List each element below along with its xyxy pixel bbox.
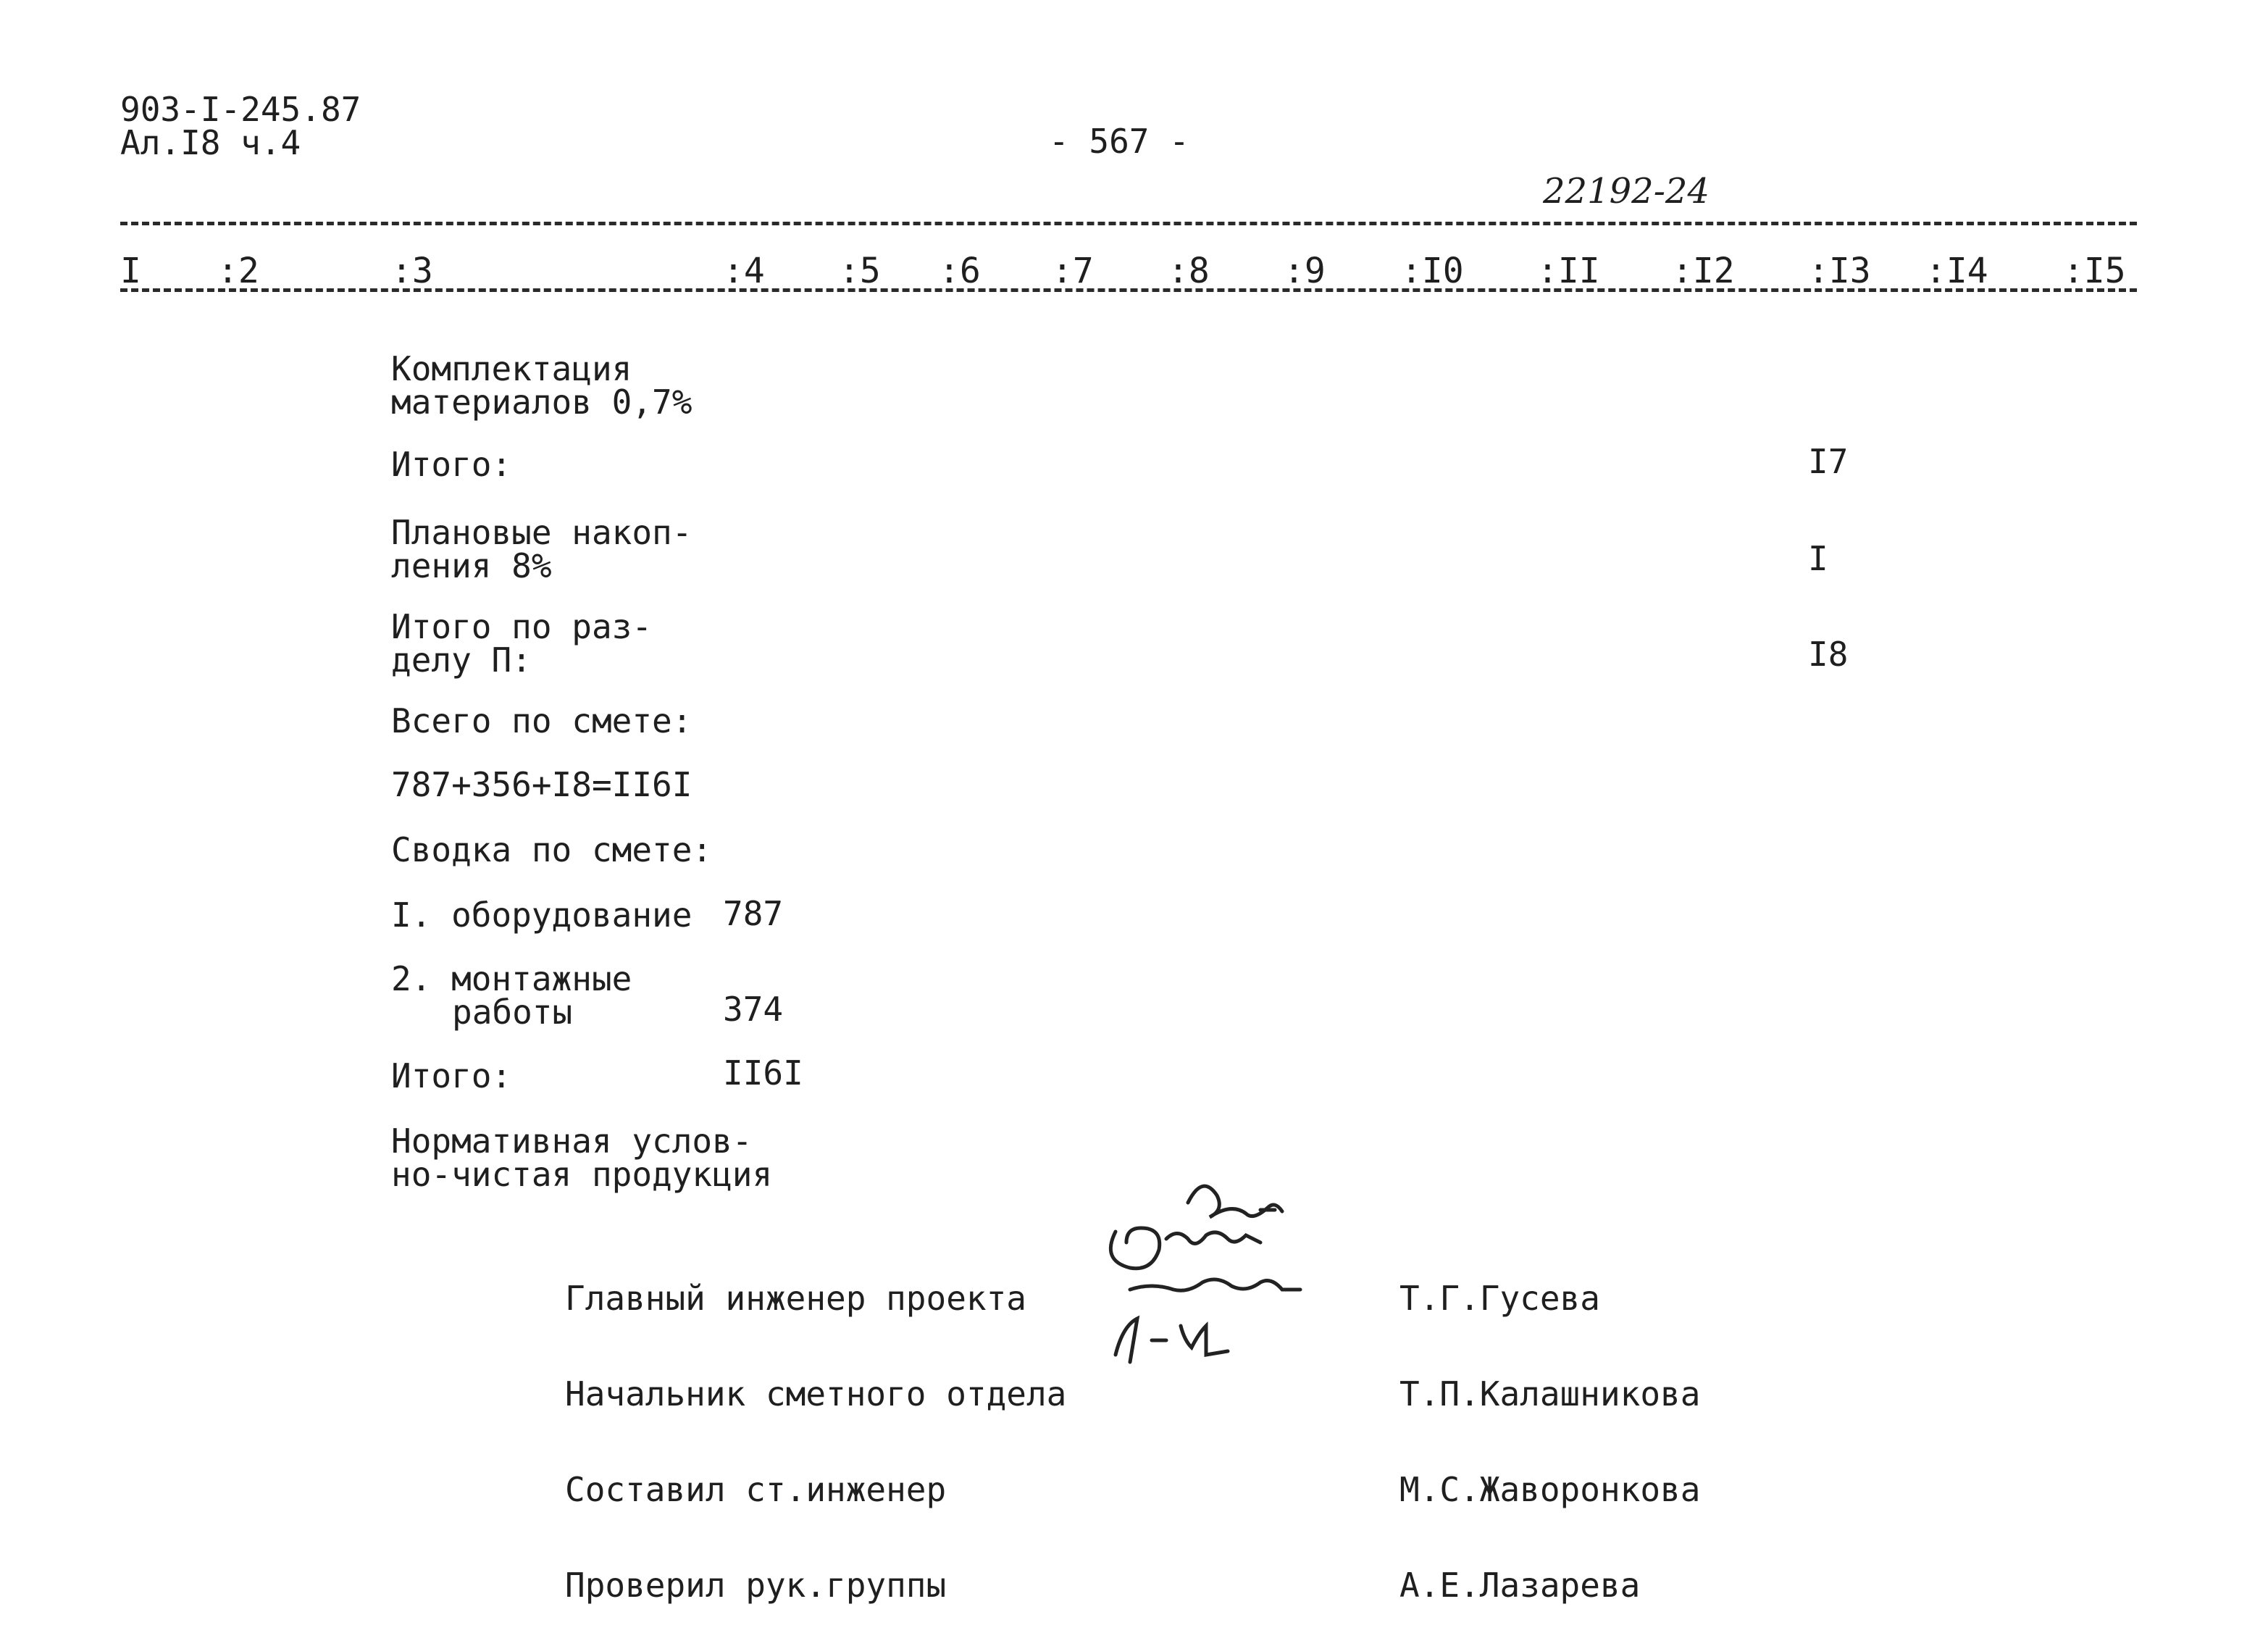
row-label-line: 2. монтажные [391,959,632,998]
signature-name: Т.П.Калашникова [1399,1374,1701,1413]
row-planovye [391,513,692,585]
value-oborudovanie: 787 [723,894,784,933]
column-header-1: I [120,251,141,291]
column-header-10: :I0 [1401,251,1464,291]
column-header-15: :I5 [2063,251,2126,291]
row-label: Сводка по смете: [391,830,713,869]
column-header-5: :5 [839,251,881,291]
value-itogo-razdel: I8 [1808,635,1849,674]
row-label-line: Плановые накоп- [391,513,692,552]
signature-name: М.С.Жаворонкова [1399,1470,1701,1509]
column-header-8: :8 [1168,251,1210,291]
signature-role: Проверил рук.группы [565,1566,947,1605]
column-header-4: :4 [723,251,765,291]
row-normativnaya [391,1122,773,1194]
column-header-13: :I3 [1808,251,1871,291]
row-vsego [391,701,692,740]
value-planovye: I [1808,539,1828,578]
value-itogo-2: II6I [723,1053,803,1093]
value-itogo-1: I7 [1808,442,1849,481]
handwritten-signatures [1087,1159,1376,1377]
document-album-part: Ал.I8 ч.4 [120,123,301,162]
handwritten-number: 22192-24 [1543,171,1710,212]
row-komplektaciya [391,349,692,422]
row-label-line: работы [452,993,573,1032]
row-label-line: материалов 0,7% [391,383,692,422]
row-label: 787+356+I8=II6I [391,765,692,804]
signature-name: Т.Г.Гусева [1399,1279,1600,1318]
signature-role: Составил ст.инженер [565,1470,947,1509]
row-label-line: ления 8% [391,546,552,585]
signature-role: Начальник сметного отдела [565,1374,1067,1413]
column-header-3: :3 [391,251,433,291]
column-header-9: :9 [1284,251,1326,291]
row-itogo-1 [391,445,512,484]
row-label: Итого: [391,1056,512,1095]
row-label-line: Итого по раз- [391,607,653,646]
signature-name: А.Е.Лазарева [1399,1566,1641,1605]
row-formula [391,765,692,804]
header-top-rule [120,222,2137,225]
page-number: - 567 - [1049,122,1189,161]
signature-roles [565,1219,1066,1633]
row-label-line: Нормативная услов- [391,1122,753,1161]
row-label: Итого: [391,445,512,484]
row-label: Всего по смете: [391,701,692,740]
row-itogo-2 [391,1056,512,1095]
column-header-12: :I2 [1672,251,1735,291]
row-oborudovanie [391,895,692,935]
header-bottom-rule [120,288,2137,292]
row-label-line: но-чистая продукция [391,1155,773,1194]
signature-role: Главный инженер проекта [565,1279,1026,1318]
column-header-6: :6 [939,251,981,291]
column-header-14: :I4 [1925,251,1988,291]
row-label: I. оборудование [391,895,692,935]
row-itogo-razdel [391,607,653,680]
column-header-11: :II [1537,251,1600,291]
value-montazh: 374 [723,990,784,1029]
document-code: 903-I-245.87 [120,90,361,129]
column-header-2: :2 [217,251,259,291]
row-montazh [391,959,632,1032]
column-header-7: :7 [1052,251,1094,291]
row-label-line: делу П: [391,640,532,680]
signature-names [1399,1219,1700,1633]
row-label-line: Комплектация [391,349,632,388]
row-svodka [391,830,713,869]
